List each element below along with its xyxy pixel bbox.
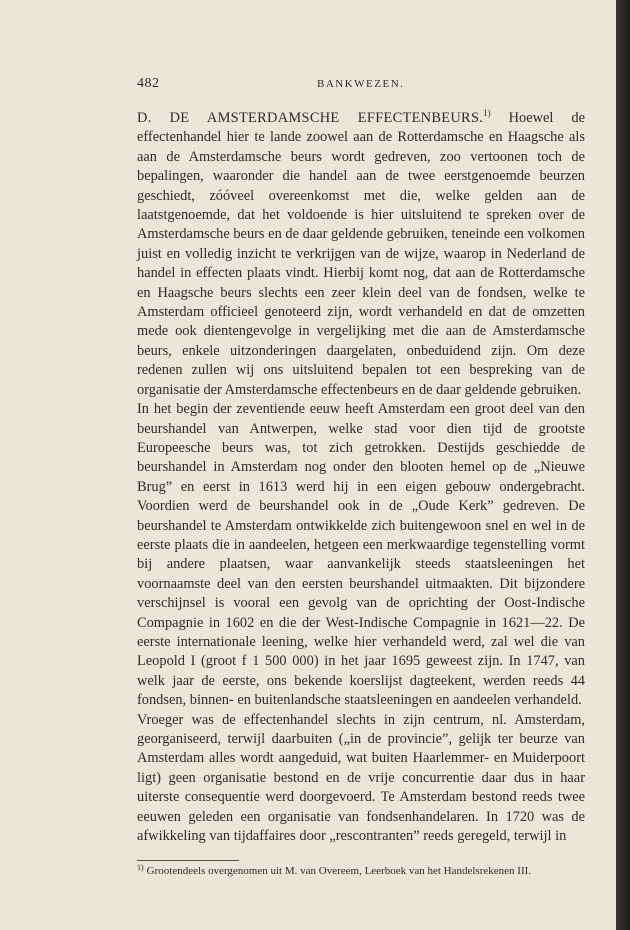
text-block — [137, 76, 585, 878]
footnote — [137, 864, 585, 878]
footnote-mark: 1) — [137, 862, 144, 872]
footnote-text: Grootendeels overgenomen uit M. van Overeem, Leerboek van het Handelsrekenen III. — [146, 865, 532, 878]
paragraph-1 — [137, 109, 585, 400]
section-label: D. — [137, 110, 152, 126]
page-header — [137, 76, 585, 98]
paragraph-2: In het begin der zeventiende eeuw heeft Amsterdam een groot deel van den beurshandel van Antwerpen, welke stad voor dien tijd de grootste Europeesche beurs was, tot zich getrokken. Destijds geschiedde de beurshandel in Amsterdam nog onder den blooten hemel op de „Nieuwe Brug” en eerst in 1613 werd hij in een eigen gebouw ondergebracht. Voordien werd de beurshandel ook in de „Oude Kerk” gedreven. De beurshandel te Amsterdam ontwikkelde zich buitengewoon snel en wel in de eerste plaats die in aandeelen, hetgeen een merkwaardige tegenstelling vormt bij andere plaatsen, waar aanvankelijk steeds staatsleeningen het voornaamste deel van den eersten beurshandel uitmaakten. Dit bijzondere verschijnsel is vooral een gevolg van de oprichting der Oost-Indische Compagnie in 1602 en die der West-Indische Compagnie in 1621—22. De eerste internationale leening, welke hier verhandeld werd, zal wel die van Leopold I (groot f 1 500 000) in het jaar 1695 geweest zijn. In 1747, van welk jaar de eerste, ons bekende koerslijst dagteekent, werden reeds 44 fondsen, binnen- en buitenlandsche staatsleeningen en aandeelen verhandeld. — [137, 401, 585, 709]
paragraph-1-text: Hoewel de effectenhandel hier te lande zoowel aan de Rotterdamsche en Haagsche als aan de Amsterdamsche beurs wordt gedreven, zoo vertoonen toch de bepalingen, waaronder die handel aan de twee eerstgenoemde beurzen geschiedt, zóóveel overeenkomst met die, welke gelden aan de laatstgenoemde, dat het voldoende is hier uitsluitend te spreken over de Amsterdamsche beurs en de daar geldende gebruiken, teneinde een volkomen juist en volledig inzicht te verkrijgen van de wijze, waarop in Nederland de handel in effecten plaats vindt. Hierbij komt nog, dat aan de Rotterdamsche en Haagsche beurs slechts een zeer klein deel van de fondsen, welke te Amsterdam officieel genoteerd zijn, wordt verhandeld en dat de omzetten mede ook dientengevolge in vergelijking met die aan de Amsterdamsche beurs, enkele uitzonderingen daargelaten, onbeduidend zijn. Om deze redenen zullen wij ons uitsluitend bepalen tot een bespreking van de organisatie der Amsterdamsche effectenbeurs en de daar geldende gebruiken. — [137, 110, 585, 398]
body-text — [137, 109, 585, 846]
book-spine — [616, 0, 630, 930]
footnote-reference: 1) — [483, 108, 491, 119]
running-head: BANKWEZEN. — [317, 78, 405, 90]
footnote-divider — [137, 860, 239, 861]
section-title: DE AMSTERDAMSCHE EFFECTENBEURS. — [169, 110, 484, 126]
paragraph-3: Vroeger was de effectenhandel slechts in zijn centrum, nl. Amsterdam, georganiseerd, terwijl daarbuiten („in de provincie”, gelijk ter beurze van Amsterdam alles wordt aangeduid, wat buiten Haarlemmer- en Muiderpoort ligt) geen organisatie bestond en de vrije concurrentie daar dus in haar uiterste consequentie werd doorgevoerd. Te Amsterdam bestond reeds twee eeuwen geleden een organisatie van fondsenhandelaren. In 1720 was de afwikkeling van tijdaffaires door „rescontranten” reeds geregeld, terwijl in — [137, 711, 585, 845]
page-number: 482 — [137, 76, 160, 91]
